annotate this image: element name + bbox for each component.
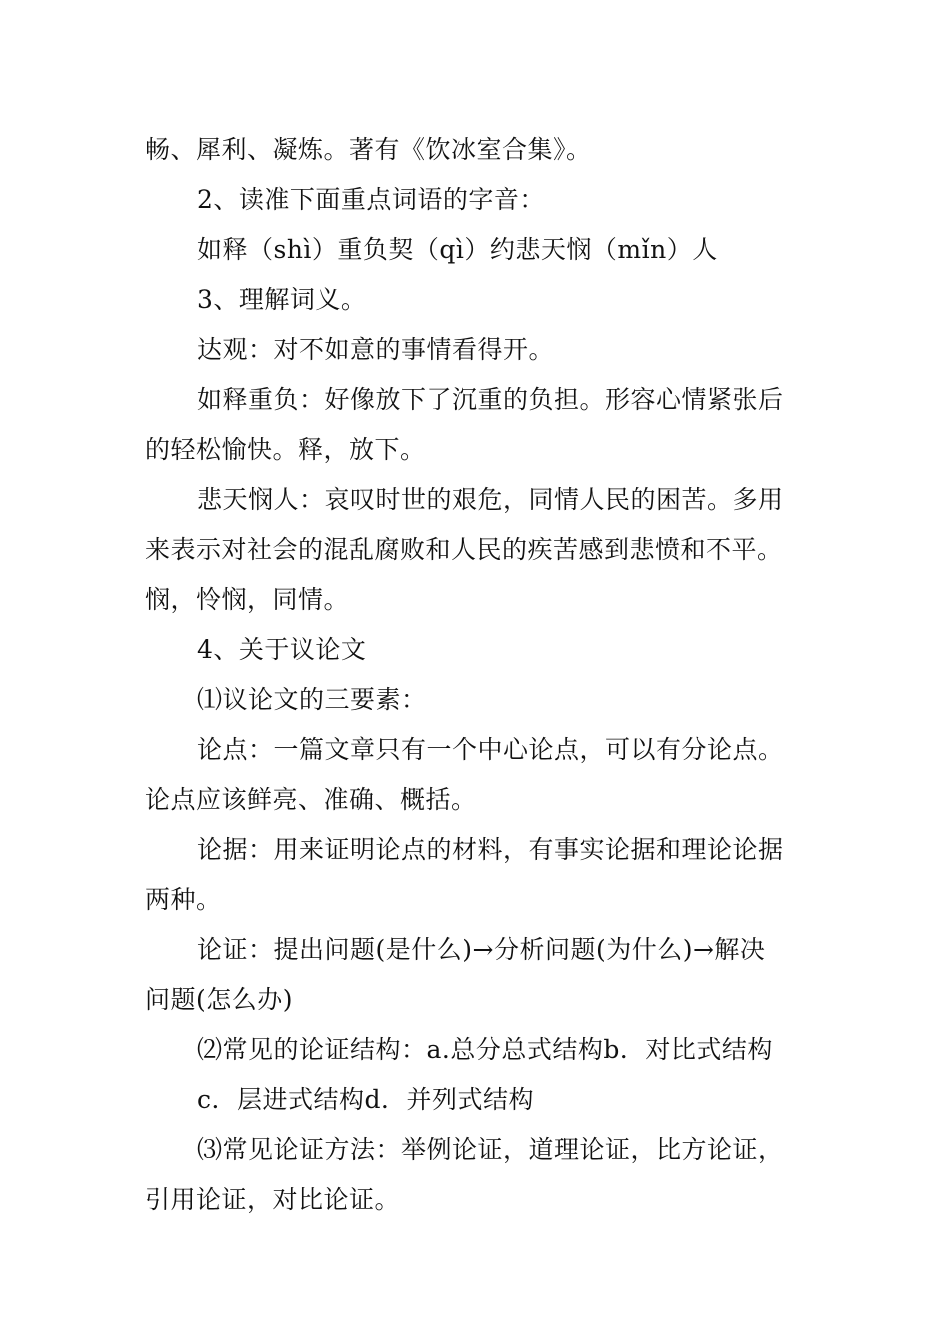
text-line: 的轻松愉快。释，放下。 [145,435,426,464]
text-line: 2、读准下面重点词语的字音： [197,185,545,214]
text-line: c．层进式结构d．并列式结构 [197,1085,535,1114]
text-line: 论点：一篇文章只有一个中心论点，可以有分论点。 [197,735,784,764]
text-line: 问题(怎么办) [145,985,294,1014]
text-line: 悲天悯人：哀叹时世的艰危，同情人民的困苦。多用 [197,485,784,514]
text-line: 畅、犀利、凝炼。著有《饮冰室合集》。 [145,135,592,164]
document-body [145,125,810,1225]
text-line: ⑴议论文的三要素： [197,685,427,714]
text-line: 3、理解词义。 [197,285,367,314]
text-line: ⑶常见论证方法：举例论证，道理论证，比方论证， [197,1135,784,1164]
text-line: 论证：提出问题(是什么)→分析问题(为什么)→解决 [197,935,766,964]
text-line: 来表示对社会的混乱腐败和人民的疾苦感到悲愤和不平。 [145,535,783,564]
text-line: 论点应该鲜亮、准确、概括。 [145,785,477,814]
text-line: 两种。 [145,885,222,914]
text-line: 如释（shì）重负契（qì）约悲天悯（mǐn）人 [197,235,718,264]
text-line: 论据：用来证明论点的材料，有事实论据和理论论据 [197,835,784,864]
text-line: 如释重负：好像放下了沉重的负担。形容心情紧张后 [197,385,784,414]
text-line: 达观：对不如意的事情看得开。 [197,335,555,364]
text-line: 4、关于议论文 [197,635,367,664]
text-line: 引用论证，对比论证。 [145,1185,401,1214]
text-line: ⑵常见的论证结构：a.总分总式结构b．对比式结构 [197,1035,773,1064]
text-line: 悯，怜悯，同情。 [145,585,350,614]
